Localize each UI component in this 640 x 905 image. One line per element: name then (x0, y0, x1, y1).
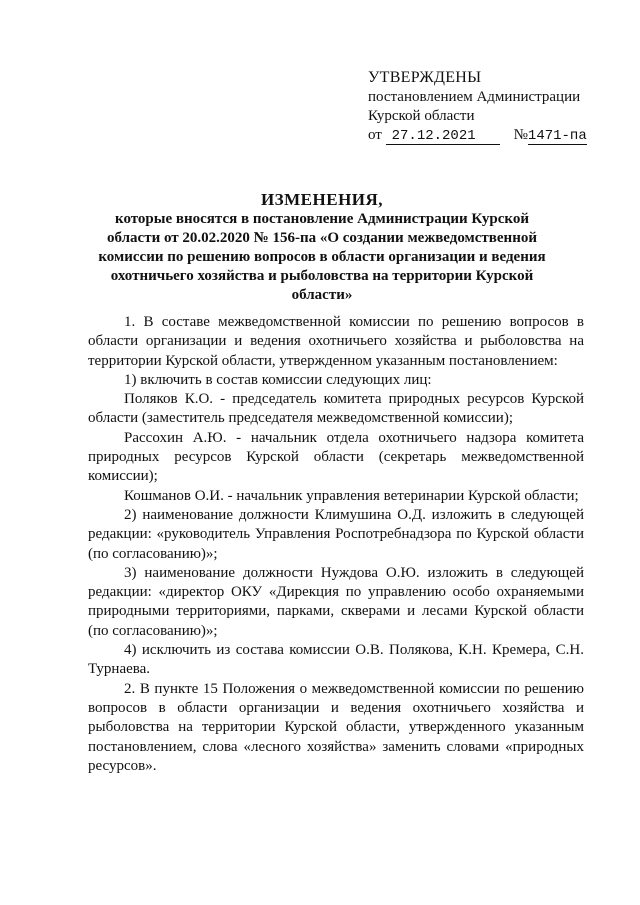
number-prefix: № (513, 127, 528, 143)
paragraph-6: 2) наименование должности Климушина О.Д. изложить в следующей редакции: «руководитель Управления Роспотребнадзора по Курской области (по согласованию)»; (88, 506, 584, 562)
date-prefix: от (368, 127, 382, 143)
paragraph-5: Кошманов О.И. - начальник управления ветеринарии Курской области; (124, 487, 579, 504)
paragraph-4: Рассохин А.Ю. - начальник отдела охотничьего надзора комитета природных ресурсов Курской области (секретарь межведомственной комиссии); (88, 429, 584, 485)
approval-authority: постановлением Администрации (368, 89, 581, 105)
paragraph-3: Поляков К.О. - председатель комитета природных ресурсов Курской области (заместитель председателя межведомственной комиссии); (88, 391, 584, 427)
document-heading (88, 190, 556, 305)
approval-number: 1471-па (527, 128, 587, 144)
approval-date: 27.12.2021 (386, 128, 500, 145)
paragraph-2: 1) включить в состав комиссии следующих лиц: (124, 371, 432, 388)
document-body (88, 313, 584, 776)
paragraph-7: 3) наименование должности Нуждова О.Ю. изложить в следующей редакции: «директор ОКУ «Дирекция по управлению особо охраняемыми природными территориями, парками, скверами и лесами Курской области (по согласованию)»; (88, 564, 584, 639)
approval-region: Курской области (368, 108, 475, 124)
approval-date-line (368, 126, 608, 145)
paragraph-9: 2. В пункте 15 Положения о межведомственной комиссии по решению вопросов в области организации и ведения охотничьего хозяйства и рыболовства на территории Курской области, утвержденного указанным постановлением, слова «лесного хозяйства» заменить словами «природных ресурсов». (88, 680, 584, 774)
paragraph-1: 1. В составе межведомственной комиссии по решению вопросов в области организации и ведения охотничьего хозяйства и рыболовства на территории Курской области, утвержденном указанным постановлением: (88, 314, 584, 369)
approval-title: УТВЕРЖДЕНЫ (368, 69, 482, 86)
document-title: ИЗМЕНЕНИЯ, (260, 190, 384, 209)
paragraph-8: 4) исключить из состава комиссии О.В. Полякова, К.Н. Кремера, С.Н. Турнаева. (88, 642, 584, 678)
document-subtitle: которые вносятся в постановление Администрации Курской области от 20.02.2020 № 156-па «О создании межведомственной комиссии по решению вопросов в области организации и ведения охотничьего хозяйства и рыболовства на территории Курской области» (98, 211, 546, 303)
approval-stamp (368, 68, 608, 145)
